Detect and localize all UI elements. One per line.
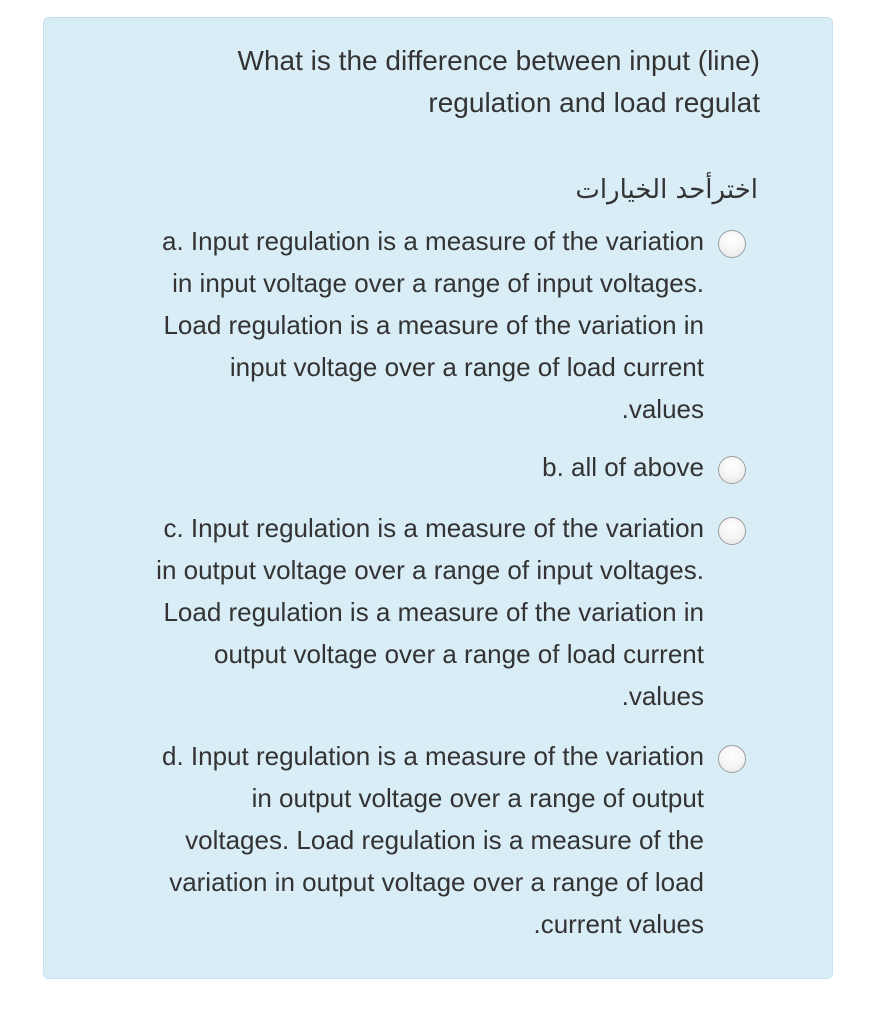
- option-a-line: input voltage over a range of load current: [229, 352, 704, 382]
- option-b[interactable]: [542, 446, 704, 488]
- option-c-line: in output voltage over a range of input voltages.: [156, 555, 704, 585]
- option-a-line: in input voltage over a range of input voltages.: [172, 268, 704, 298]
- option-c-line: Load regulation is a measure of the variation in: [163, 597, 704, 627]
- option-b-line: b. all of above: [542, 452, 704, 482]
- option-d-radio[interactable]: [718, 745, 746, 773]
- question-text: [144, 40, 760, 124]
- option-a-line: a. Input regulation is a measure of the variation: [162, 226, 704, 256]
- option-c-radio[interactable]: [718, 517, 746, 545]
- option-d-line: in output voltage over a range of output: [251, 783, 704, 813]
- option-a-radio[interactable]: [718, 230, 746, 258]
- question-card: [43, 17, 833, 979]
- option-d-line: voltages. Load regulation is a measure of the: [185, 825, 704, 855]
- option-c-line: .values: [621, 681, 704, 711]
- option-c-line: c. Input regulation is a measure of the variation: [163, 513, 704, 543]
- option-b-radio[interactable]: [718, 456, 746, 484]
- option-a-line: Load regulation is a measure of the variation in: [163, 310, 704, 340]
- option-c-line: output voltage over a range of load current: [214, 639, 704, 669]
- option-d-line: variation in output voltage over a range of load: [169, 867, 704, 897]
- option-d-line: d. Input regulation is a measure of the variation: [162, 741, 704, 771]
- choose-one-prompt: اخترأحد الخيارات: [575, 175, 758, 205]
- option-d[interactable]: [162, 735, 704, 945]
- option-c[interactable]: [156, 507, 704, 717]
- option-d-line: .current values: [533, 909, 704, 939]
- question-line: What is the difference between input (line): [237, 45, 760, 76]
- option-a[interactable]: [162, 220, 704, 430]
- option-a-line: .values: [621, 394, 704, 424]
- question-line: regulation and load regulat: [428, 87, 760, 118]
